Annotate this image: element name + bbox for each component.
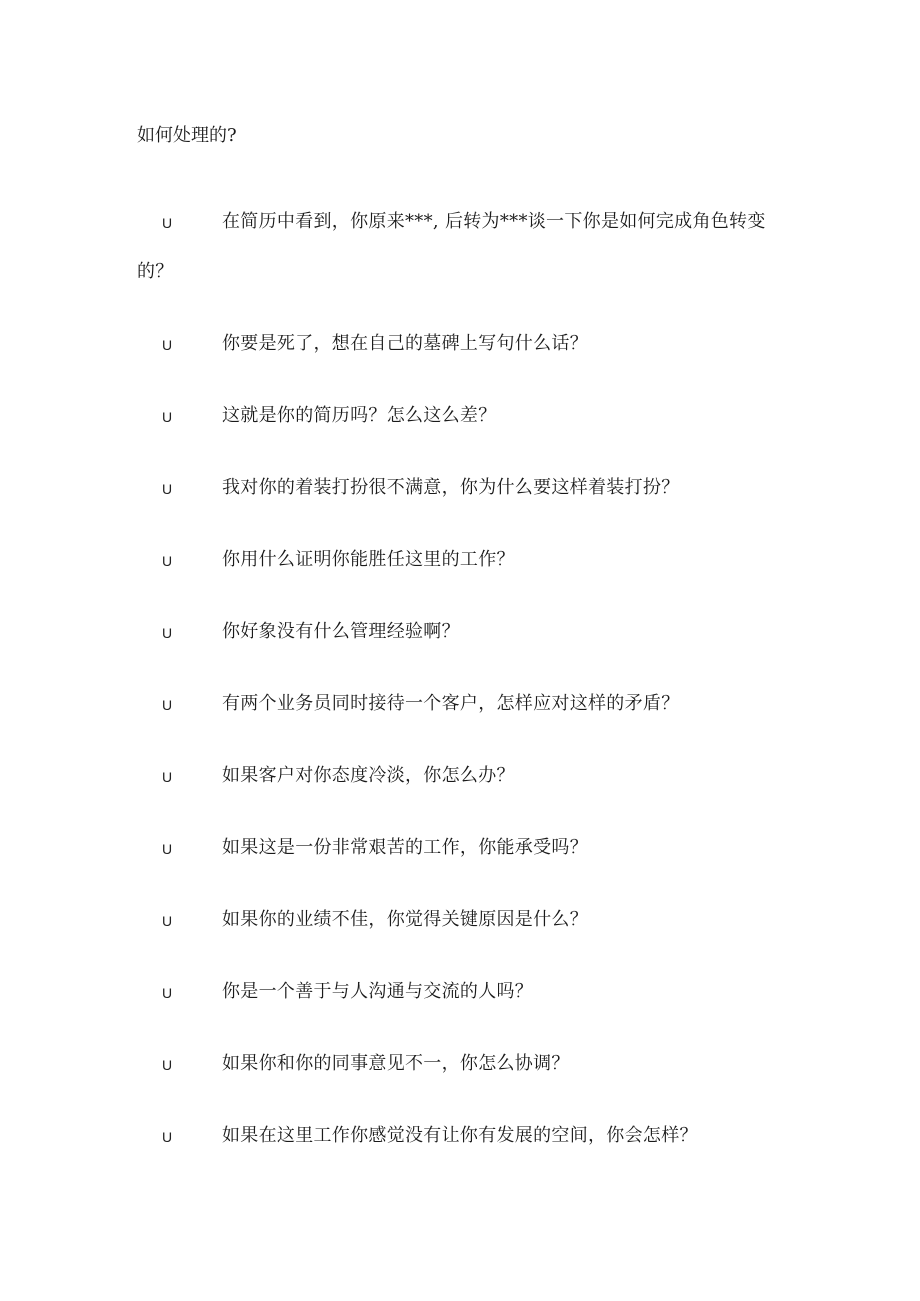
list-item: 在简历中看到，你原来***, 后转为***谈一下你是如何完成角色转变 bbox=[222, 211, 766, 232]
bullet-marker: U bbox=[162, 841, 173, 857]
bullet-marker: U bbox=[162, 913, 173, 929]
bullet-marker: U bbox=[162, 1057, 173, 1073]
bullet-marker: U bbox=[162, 553, 173, 569]
list-item: 你好象没有什么管理经验啊？ bbox=[222, 621, 460, 642]
list-item-continuation: 的？ bbox=[137, 261, 174, 282]
bullet-marker: U bbox=[162, 215, 173, 231]
list-item: 有两个业务员同时接待一个客户，怎样应对这样的矛盾？ bbox=[222, 693, 680, 714]
bullet-marker: U bbox=[162, 409, 173, 425]
bullet-marker: U bbox=[162, 769, 173, 785]
list-item: 如果你和你的同事意见不一，你怎么协调？ bbox=[222, 1053, 570, 1074]
list-item: 这就是你的简历吗？怎么这么差？ bbox=[222, 405, 497, 426]
list-item: 如果客户对你态度冷淡，你怎么办？ bbox=[222, 765, 515, 786]
list-item: 你用什么证明你能胜任这里的工作？ bbox=[222, 549, 515, 570]
list-item: 你是一个善于与人沟通与交流的人吗？ bbox=[222, 981, 534, 1002]
bullet-marker: U bbox=[162, 985, 173, 1001]
bullet-marker: U bbox=[162, 337, 173, 353]
bullet-marker: U bbox=[162, 625, 173, 641]
list-item: 如果在这里工作你感觉没有让你有发展的空间，你会怎样？ bbox=[222, 1125, 698, 1146]
bullet-marker: U bbox=[162, 1129, 173, 1145]
list-item: 我对你的着装打扮很不满意，你为什么要这样着装打扮？ bbox=[222, 477, 680, 498]
list-item: 如果这是一份非常艰苦的工作，你能承受吗？ bbox=[222, 837, 588, 858]
intro-line: 如何处理的? bbox=[137, 125, 237, 146]
list-item: 如果你的业绩不佳，你觉得关键原因是什么？ bbox=[222, 909, 588, 930]
bullet-marker: U bbox=[162, 697, 173, 713]
bullet-marker: U bbox=[162, 481, 173, 497]
list-item: 你要是死了，想在自己的墓碑上写句什么话？ bbox=[222, 333, 588, 354]
